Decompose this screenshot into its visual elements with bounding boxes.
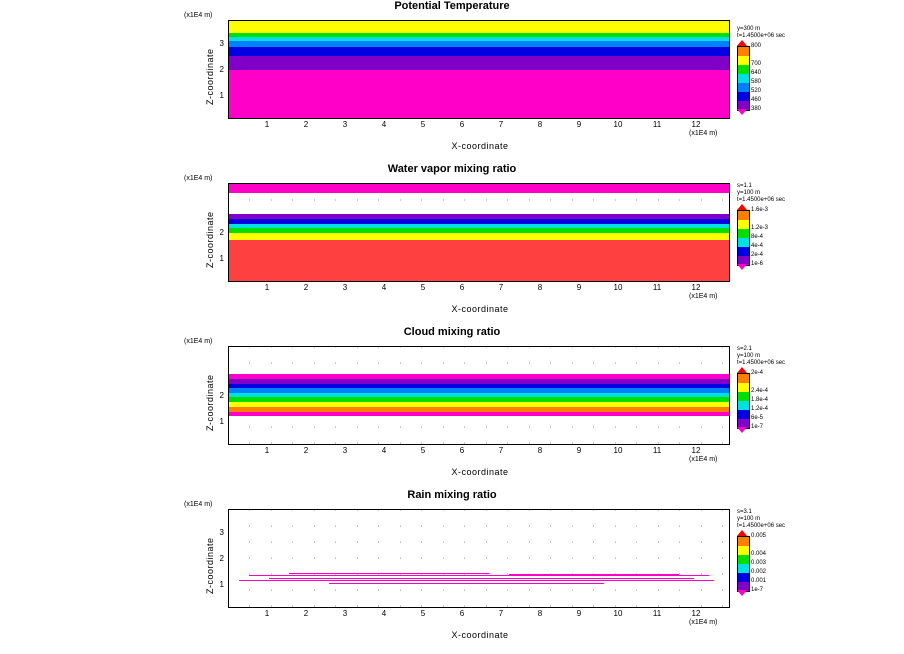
colorbar-segment bbox=[738, 56, 749, 65]
contour-line bbox=[329, 583, 604, 584]
contour-band bbox=[229, 393, 729, 397]
panel-water-vapor-mixing-ratio bbox=[0, 163, 904, 323]
chart-title: Potential Temperature bbox=[394, 0, 510, 12]
x-tick-label: 11 bbox=[652, 120, 662, 129]
x-tick-label: 1 bbox=[264, 446, 270, 455]
colorbar-tick-label: 640 bbox=[751, 70, 762, 76]
colorbar-segment bbox=[738, 392, 749, 401]
colorbar-tick-label: 4e-4 bbox=[751, 243, 764, 249]
x-tick-label: 1 bbox=[264, 609, 270, 618]
colorbar-tick-label: 0.004 bbox=[751, 551, 767, 557]
x-tick-label: 5 bbox=[420, 446, 426, 455]
y-tick-label: 2 bbox=[219, 391, 224, 400]
colorbar-segment bbox=[738, 564, 749, 573]
x-tick-label: 6 bbox=[459, 609, 465, 618]
colorbar-arrow-bottom bbox=[737, 590, 747, 596]
x-tick-label: 1 bbox=[264, 120, 270, 129]
colorbar-tick-label: 1e-7 bbox=[751, 424, 764, 430]
colorbar-arrow-bottom bbox=[737, 427, 747, 433]
colorbar-tick-label: 0.002 bbox=[751, 569, 767, 575]
colorbar-segment bbox=[738, 47, 749, 56]
x-tick-label: 8 bbox=[537, 283, 543, 292]
contour-band bbox=[229, 70, 729, 118]
x-tick-label: 10 bbox=[613, 120, 623, 129]
x-axis-units: (x1E4 m) bbox=[689, 619, 718, 626]
chart-title: Water vapor mixing ratio bbox=[387, 163, 517, 175]
y-tick-label: 1 bbox=[219, 580, 224, 589]
y-axis-label: Z-coordinate bbox=[205, 48, 215, 105]
y-axis-units: (x1E4 m) bbox=[184, 501, 213, 508]
contour-band bbox=[229, 21, 729, 33]
y-tick-label: 1 bbox=[219, 91, 224, 100]
colorbar-segment bbox=[738, 410, 749, 419]
colorbar-segment bbox=[738, 211, 749, 220]
x-tick-label: 7 bbox=[498, 283, 504, 292]
colorbar-segment bbox=[738, 220, 749, 229]
contour-band bbox=[229, 233, 729, 240]
y-axis-units: (x1E4 m) bbox=[184, 338, 213, 345]
annotation-t: t=1.4500e+06 sec bbox=[737, 360, 786, 366]
contour-band bbox=[229, 384, 729, 388]
x-tick-label: 9 bbox=[576, 609, 582, 618]
contour-band bbox=[229, 219, 729, 223]
y-tick-label: 2 bbox=[219, 554, 224, 563]
x-tick-label: 11 bbox=[652, 609, 662, 618]
colorbar-segment bbox=[738, 383, 749, 392]
x-tick-label: 8 bbox=[537, 446, 543, 455]
y-tick-label: 3 bbox=[219, 39, 224, 48]
annotation-y: y=100 m bbox=[737, 516, 761, 522]
grid-dots bbox=[229, 510, 729, 607]
x-tick-label: 8 bbox=[537, 120, 543, 129]
colorbar-tick-label: 460 bbox=[751, 97, 762, 103]
annotation-y: y=300 m bbox=[737, 26, 761, 32]
chart-title: Rain mixing ratio bbox=[407, 489, 497, 501]
y-axis-units: (x1E4 m) bbox=[184, 12, 213, 19]
x-tick-label: 12 bbox=[691, 120, 701, 129]
annotation-y: y=100 m bbox=[737, 353, 761, 359]
colorbar-segment bbox=[738, 555, 749, 564]
x-tick-label: 2 bbox=[303, 120, 309, 129]
colorbar-arrow-bottom bbox=[737, 109, 747, 115]
contour-line bbox=[509, 574, 679, 575]
x-tick-label: 12 bbox=[691, 446, 701, 455]
colorbar-segment bbox=[738, 247, 749, 256]
colorbar-segment bbox=[738, 238, 749, 247]
x-tick-label: 10 bbox=[613, 446, 623, 455]
x-tick-label: 5 bbox=[420, 283, 426, 292]
annotation-t: t=1.4500e+06 sec bbox=[737, 33, 786, 39]
x-axis-units: (x1E4 m) bbox=[689, 130, 718, 137]
x-tick-label: 1 bbox=[264, 283, 270, 292]
contour-line bbox=[269, 578, 694, 579]
contour-band bbox=[229, 402, 729, 407]
x-tick-label: 7 bbox=[498, 446, 504, 455]
x-tick-label: 8 bbox=[537, 609, 543, 618]
colorbar-tick-label: 8e-4 bbox=[751, 234, 764, 240]
y-axis-label: Z-coordinate bbox=[205, 537, 215, 594]
colorbar-tick-label: 2e-4 bbox=[751, 370, 764, 376]
x-tick-label: 4 bbox=[381, 609, 387, 618]
x-tick-label: 4 bbox=[381, 283, 387, 292]
plot-area bbox=[228, 346, 730, 445]
chart-title: Cloud mixing ratio bbox=[403, 326, 501, 338]
x-tick-label: 9 bbox=[576, 446, 582, 455]
x-tick-label: 4 bbox=[381, 446, 387, 455]
contour-band bbox=[229, 41, 729, 47]
x-axis-units: (x1E4 m) bbox=[689, 456, 718, 463]
contour-line bbox=[289, 573, 489, 574]
colorbar-segment bbox=[738, 573, 749, 582]
colorbar-segment bbox=[738, 74, 749, 83]
x-tick-label: 3 bbox=[342, 120, 348, 129]
contour-line bbox=[239, 580, 714, 581]
contour-band bbox=[229, 379, 729, 384]
y-axis-label: Z-coordinate bbox=[205, 211, 215, 268]
colorbar-tick-label: 700 bbox=[751, 61, 762, 67]
x-tick-label: 7 bbox=[498, 609, 504, 618]
colorbar bbox=[737, 536, 750, 592]
x-tick-label: 6 bbox=[459, 446, 465, 455]
contour-band bbox=[229, 388, 729, 392]
colorbar-tick-label: 1e-6 bbox=[751, 261, 764, 267]
x-tick-label: 2 bbox=[303, 609, 309, 618]
x-tick-label: 2 bbox=[303, 283, 309, 292]
x-tick-label: 3 bbox=[342, 283, 348, 292]
colorbar-tick-label: 580 bbox=[751, 79, 762, 85]
colorbar-tick-label: 0.001 bbox=[751, 578, 767, 584]
contour-band bbox=[229, 184, 729, 193]
x-tick-label: 2 bbox=[303, 446, 309, 455]
x-tick-label: 11 bbox=[652, 446, 662, 455]
x-tick-label: 5 bbox=[420, 120, 426, 129]
y-tick-label: 2 bbox=[219, 228, 224, 237]
colorbar bbox=[737, 210, 750, 266]
contour-band bbox=[229, 407, 729, 412]
x-axis-label: X-coordinate bbox=[451, 141, 509, 151]
y-tick-label: 1 bbox=[219, 417, 224, 426]
annotation-y: y=100 m bbox=[737, 190, 761, 196]
colorbar-segment bbox=[738, 537, 749, 546]
annotation-s: s=1.1 bbox=[737, 183, 752, 189]
x-tick-label: 12 bbox=[691, 283, 701, 292]
x-tick-label: 4 bbox=[381, 120, 387, 129]
plot-area bbox=[228, 183, 730, 282]
x-axis-label: X-coordinate bbox=[451, 304, 509, 314]
colorbar-tick-label: 1.2e-3 bbox=[751, 225, 769, 231]
annotation-s: s=2.1 bbox=[737, 346, 752, 352]
contour-band bbox=[229, 214, 729, 219]
contour-band bbox=[229, 228, 729, 233]
colorbar-tick-label: 1.2e-4 bbox=[751, 406, 769, 412]
colorbar-tick-label: 1e-7 bbox=[751, 587, 764, 593]
contour-band bbox=[229, 412, 729, 416]
annotation-t: t=1.4500e+06 sec bbox=[737, 197, 786, 203]
contour-band bbox=[229, 240, 729, 281]
colorbar-segment bbox=[738, 401, 749, 410]
x-axis-units: (x1E4 m) bbox=[689, 293, 718, 300]
plot-area bbox=[228, 509, 730, 608]
colorbar-arrow-bottom bbox=[737, 264, 747, 270]
contour-line bbox=[249, 575, 709, 576]
contour-band bbox=[229, 224, 729, 228]
contour-band bbox=[229, 33, 729, 37]
colorbar-segment bbox=[738, 65, 749, 74]
x-tick-label: 11 bbox=[652, 283, 662, 292]
contour-band bbox=[229, 397, 729, 402]
x-tick-label: 3 bbox=[342, 446, 348, 455]
panel-rain-mixing-ratio bbox=[0, 489, 904, 654]
panel-potential-temperature bbox=[0, 0, 904, 160]
colorbar-tick-label: 800 bbox=[751, 43, 762, 49]
colorbar-segment bbox=[738, 92, 749, 101]
panel-cloud-mixing-ratio bbox=[0, 326, 904, 486]
x-tick-label: 10 bbox=[613, 283, 623, 292]
x-tick-label: 3 bbox=[342, 609, 348, 618]
x-axis-label: X-coordinate bbox=[451, 630, 509, 640]
x-axis-label: X-coordinate bbox=[451, 467, 509, 477]
colorbar-tick-label: 380 bbox=[751, 106, 762, 112]
colorbar-tick-label: 520 bbox=[751, 88, 762, 94]
y-axis-label: Z-coordinate bbox=[205, 374, 215, 431]
colorbar-tick-label: 1.6e-3 bbox=[751, 207, 769, 213]
y-tick-label: 3 bbox=[219, 528, 224, 537]
colorbar-segment bbox=[738, 229, 749, 238]
x-tick-label: 9 bbox=[576, 283, 582, 292]
colorbar bbox=[737, 46, 750, 111]
colorbar bbox=[737, 373, 750, 429]
colorbar-segment bbox=[738, 83, 749, 92]
annotation-s: s=3.1 bbox=[737, 509, 752, 515]
colorbar-tick-label: 0.005 bbox=[751, 533, 767, 539]
x-tick-label: 5 bbox=[420, 609, 426, 618]
x-tick-label: 9 bbox=[576, 120, 582, 129]
colorbar-tick-label: 2.4e-4 bbox=[751, 388, 769, 394]
colorbar-tick-label: 1.8e-4 bbox=[751, 397, 769, 403]
x-tick-label: 6 bbox=[459, 283, 465, 292]
contour-band bbox=[229, 374, 729, 379]
x-tick-label: 7 bbox=[498, 120, 504, 129]
contour-band bbox=[229, 56, 729, 70]
x-tick-label: 6 bbox=[459, 120, 465, 129]
colorbar-tick-label: 2e-4 bbox=[751, 252, 764, 258]
colorbar-tick-label: 6e-5 bbox=[751, 415, 764, 421]
y-tick-label: 1 bbox=[219, 254, 224, 263]
colorbar-segment bbox=[738, 546, 749, 555]
colorbar-tick-label: 0.003 bbox=[751, 560, 767, 566]
contour-band bbox=[229, 37, 729, 41]
colorbar-segment bbox=[738, 374, 749, 383]
contour-band bbox=[229, 47, 729, 56]
y-axis-units: (x1E4 m) bbox=[184, 175, 213, 182]
x-tick-label: 12 bbox=[691, 609, 701, 618]
annotation-t: t=1.4500e+06 sec bbox=[737, 523, 786, 529]
plot-area bbox=[228, 20, 730, 119]
x-tick-label: 10 bbox=[613, 609, 623, 618]
y-tick-label: 2 bbox=[219, 65, 224, 74]
